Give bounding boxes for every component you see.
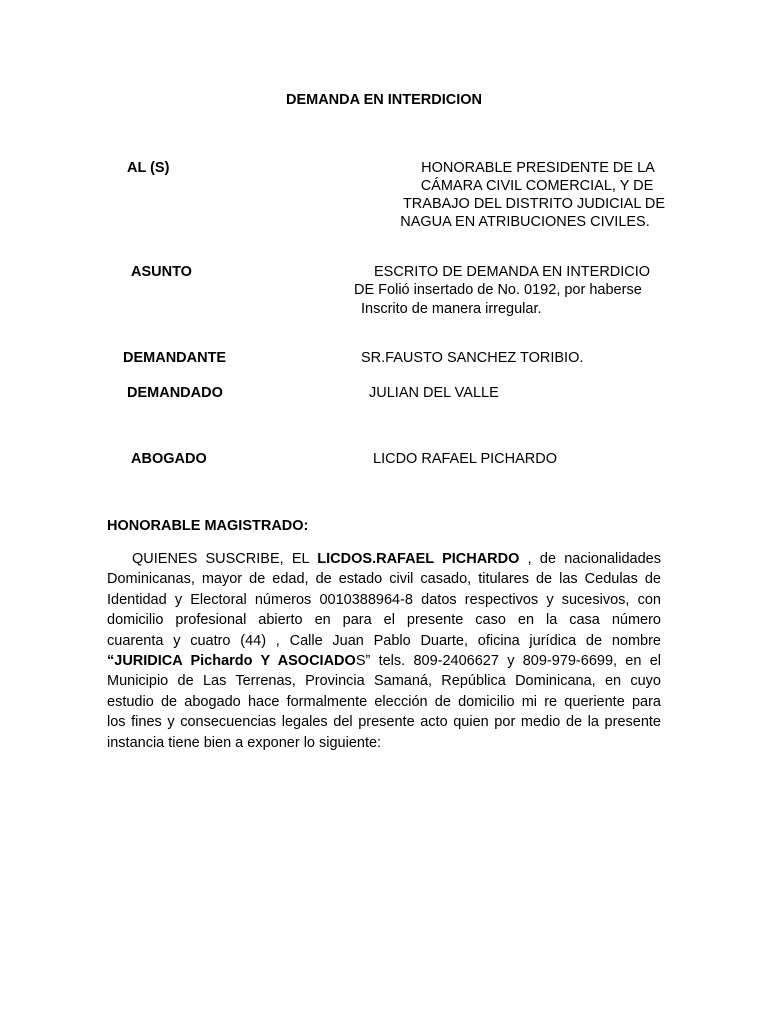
body-line-4: domicilio profesional abierto en para el presente caso en la casa número — [107, 612, 661, 629]
body-line-10: instancia tiene bien a exponer lo siguiente: — [107, 734, 382, 751]
abogado-value: LICDO RAFAEL PICHARDO — [373, 451, 557, 467]
demandante-label: DEMANDANTE — [123, 350, 227, 366]
asunto-line-1: ESCRITO DE DEMANDA EN INTERDICIO — [374, 264, 651, 280]
lawyer-name: LICDOS.RAFAEL PICHARDO — [317, 551, 520, 567]
asunto-label: ASUNTO — [131, 264, 192, 280]
body-paragraph — [107, 549, 661, 753]
body-line-3: Identidad y Electoral números 0010388964-8 datos respectivos y sucesivos, con — [107, 591, 661, 608]
demandante-value: SR.FAUSTO SANCHEZ TORIBIO. — [361, 350, 584, 366]
body-line-7: Municipio de Las Terrenas, Provincia Samaná, República Dominicana, en cuyo — [107, 673, 661, 690]
body-line-1-end: , de nacionalidades — [519, 551, 661, 567]
document-title: DEMANDA EN INTERDICION — [285, 92, 483, 108]
firm-name: “JURIDICA Pichardo Y ASOCIADO — [107, 653, 356, 670]
body-line-6-end: S” tels. 809-2406627 y 809-979-6699, en el — [355, 653, 661, 670]
body-line-5: cuarenta y cuatro (44) , Calle Juan Pablo Duarte, oficina jurídica de nombre — [107, 632, 661, 649]
al-value — [380, 159, 670, 231]
al-line-1: HONORABLE PRESIDENTE DE LA — [421, 160, 655, 176]
body-line-6 — [107, 651, 661, 671]
body-line-9: los fines y consecuencias legales del presente acto quien por medio de la presente — [107, 714, 661, 731]
al-line-4: NAGUA EN ATRIBUCIONES CIVILES. — [400, 214, 650, 230]
body-line-8: estudio de abogado hace formalmente elección de domicilio mi re queriente para — [107, 693, 661, 710]
al-label: AL (S) — [127, 160, 170, 176]
asunto-line-3: Inscrito de manera irregular. — [361, 301, 542, 317]
al-line-2: CÁMARA CIVIL COMERCIAL, Y DE — [420, 178, 654, 194]
demandado-value: JULIAN DEL VALLE — [369, 385, 499, 401]
body-line-2: Dominicanas, mayor de edad, de estado civil casado, titulares de las Cedulas de — [107, 571, 661, 588]
abogado-label: ABOGADO — [131, 451, 207, 467]
body-line-1-start: QUIENES SUSCRIBE, EL — [132, 551, 318, 567]
demandado-label: DEMANDADO — [127, 385, 223, 401]
al-line-3: TRABAJO DEL DISTRITO JUDICIAL DE — [402, 196, 666, 212]
asunto-line-2: DE Folió insertado de No. 0192, por haberse — [354, 282, 642, 298]
body-line-1 — [107, 549, 661, 569]
salutation: HONORABLE MAGISTRADO: — [107, 518, 309, 534]
